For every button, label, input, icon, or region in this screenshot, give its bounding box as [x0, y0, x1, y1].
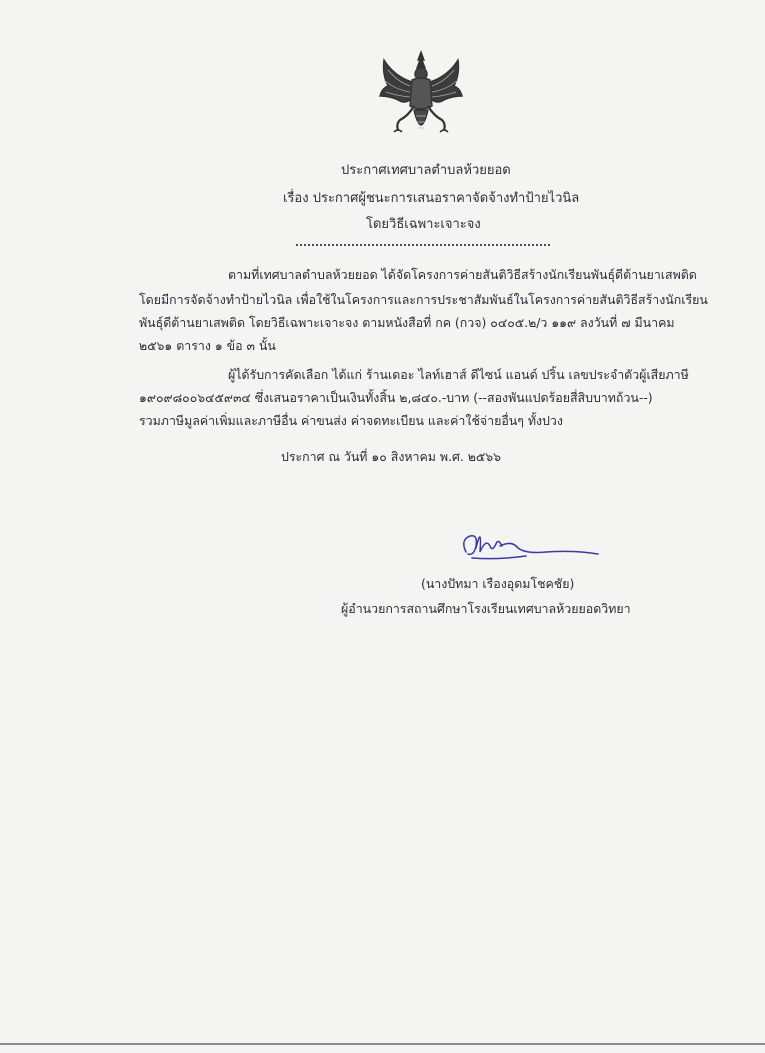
paragraph-2-line-3: รวมภาษีมูลค่าเพิ่มและภาษีอื่น ค่าขนส่ง ค่าจดทะเบียน และค่าใช้จ่ายอื่นๆ ทั้งปวง: [139, 413, 563, 428]
paragraph-2-line-1: ผู้ได้รับการคัดเลือก ได้แก่ ร้านเดอะ ไลท์เฮาส์ ดีไซน์ แอนด์ ปริ้น เลขประจำตัวผู้เสียภาษี: [228, 367, 689, 382]
paragraph-2-line-2: ๑๙๐๙๘๐๐๖๔๕๙๓๔ ซึ่งเสนอราคาเป็นเงินทั้งสิ้น ๒,๘๔๐.-บาท (--สองพันแปดร้อยสี่สิบบาทถ้วน--): [139, 390, 653, 405]
dotted-divider: [296, 244, 550, 246]
announcement-method: โดยวิธีเฉพาะเจาะจง: [366, 217, 481, 232]
signatory-position: ผู้อำนวยการสถานศึกษาโรงเรียนเทศบาลห้วยยอดวิทยา: [341, 601, 631, 616]
page-bottom-edge: [0, 1043, 765, 1045]
paragraph-1-line-3: พันธุ์ดีต้านยาเสพติด โดยวิธีเฉพาะเจาะจง ตามหนังสือที่ กค (กวจ) ๐๔๐๕.๒/ว ๑๑๙ ลงวันที่ ๗ มีนาคม: [139, 315, 675, 330]
announcement-title: ประกาศเทศบาลตำบลห้วยยอด: [341, 163, 511, 178]
paragraph-1-line-1: ตามที่เทศบาลตำบลห้วยยอด ได้จัดโครงการค่ายสันติวิธีสร้างนักเรียนพันธุ์ดีต้านยาเสพติด: [228, 267, 697, 282]
announcement-date: ประกาศ ณ วันที่ ๑๐ สิงหาคม พ.ศ. ๒๕๖๖: [281, 449, 502, 464]
announcement-subject: เรื่อง ประกาศผู้ชนะการเสนอราคาจัดจ้างทำป้ายไวนิล: [283, 191, 580, 206]
paragraph-1-line-4: ๒๕๖๑ ตาราง ๑ ข้อ ๓ นั้น: [139, 338, 276, 353]
garuda-emblem: [378, 50, 464, 142]
paragraph-1-line-2: โดยมีการจัดจ้างทำป้ายไวนิล เพื่อใช้ในโครงการและการประชาสัมพันธ์ในโครงการค่ายสันติวิธีสร้างนักเรียน: [139, 292, 708, 307]
handwritten-signature: [456, 518, 606, 568]
signatory-name: (นางปัทมา เรืองอุดมโชคชัย): [421, 576, 575, 591]
